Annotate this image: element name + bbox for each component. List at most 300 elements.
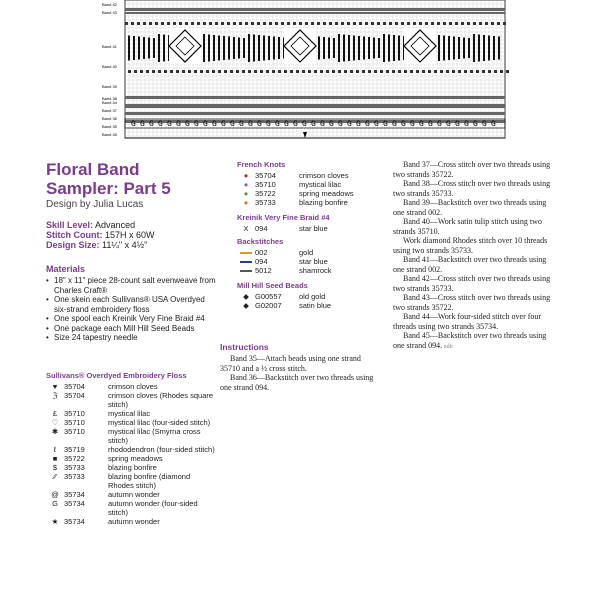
cross-stitch: [215, 22, 218, 25]
key-name: crimson cloves (Rhodes square stitch): [108, 391, 214, 409]
cross-stitch: [416, 70, 419, 73]
cross-stitch: [284, 70, 287, 73]
cross-stitch: [341, 22, 344, 25]
key-symbol: @: [51, 490, 59, 499]
cross-stitch: [245, 22, 248, 25]
cross-stitch: [467, 22, 470, 25]
band-paragraph: Band 45—Backstitch over two threads using one strand 094. ndb: [393, 331, 547, 350]
cross-stitch: [428, 70, 431, 73]
cross-stitch: [485, 22, 488, 25]
cross-stitch: [263, 22, 266, 25]
instructions: Instructions Band 35—Attach beads using one strand 35710 and a ½ cross stitch. Band 36—Backstitch over two threads using one strand 094.: [220, 342, 378, 392]
key-symbol: X: [243, 224, 249, 233]
key-symbol: ✱: [51, 427, 59, 436]
key-row: [237, 257, 377, 266]
key-row: [46, 382, 216, 391]
key-symbol: [237, 248, 255, 257]
cross-stitch: [212, 70, 215, 73]
chart-g-symbol: G: [338, 120, 343, 129]
key-row: [46, 463, 216, 472]
key-row: [46, 472, 216, 490]
key-row: [237, 198, 377, 207]
cross-stitch: [182, 70, 185, 73]
cross-stitch: [455, 22, 458, 25]
key-number: G02007: [255, 301, 282, 310]
cross-stitch: [380, 70, 383, 73]
chart-g-symbol: G: [320, 120, 325, 129]
key-symbol: ●: [243, 180, 249, 189]
chart-g-symbol: G: [176, 120, 181, 129]
cross-stitch: [299, 22, 302, 25]
cross-stitch: [257, 22, 260, 25]
key-symbol: ♡: [51, 418, 59, 427]
key-row: [237, 180, 377, 189]
key-symbol: £: [52, 409, 58, 418]
key-row: [46, 517, 216, 526]
chart-g-symbol: G: [230, 120, 235, 129]
chart-g-symbol: G: [248, 120, 253, 129]
cross-stitch: [371, 22, 374, 25]
key-row: [237, 301, 377, 310]
cross-stitch: [194, 70, 197, 73]
cross-stitch: [227, 22, 230, 25]
page-title: Floral Band Sampler: Part 5: [46, 160, 171, 198]
key-number: 35733: [64, 472, 85, 481]
chart-g-symbol: G: [239, 120, 244, 129]
chart-g-symbol: G: [482, 120, 487, 129]
cross-stitch: [458, 70, 461, 73]
cross-stitch: [422, 70, 425, 73]
chart-g-symbol: G: [473, 120, 478, 129]
key-number: 35733: [64, 463, 85, 472]
cross-stitch: [401, 22, 404, 25]
key-symbol: ●: [243, 198, 249, 207]
key-symbol: ℓ: [53, 445, 57, 454]
chart-g-symbol: G: [329, 120, 334, 129]
key-name: spring meadows: [299, 189, 354, 198]
cross-stitch: [443, 22, 446, 25]
key-number: 094: [255, 224, 268, 233]
chart-g-symbol: G: [410, 120, 415, 129]
chart-g-symbol: G: [428, 120, 433, 129]
cross-stitch: [449, 22, 452, 25]
key-name: blazing bonfire: [108, 463, 157, 472]
chart-g-symbol: G: [347, 120, 352, 129]
chart-g-symbol: G: [266, 120, 271, 129]
key-number: G00557: [255, 292, 282, 301]
cross-stitch: [452, 70, 455, 73]
cross-stitch: [254, 70, 257, 73]
chart-g-symbol: G: [437, 120, 442, 129]
chart-g-symbol: G: [284, 120, 289, 129]
cross-stitch: [332, 70, 335, 73]
cross-stitch: [200, 70, 203, 73]
cross-stitch: [230, 70, 233, 73]
key-row: [46, 499, 216, 517]
key-name: autumn wonder: [108, 517, 160, 526]
chart-g-symbol: G: [158, 120, 163, 129]
cross-stitch: [209, 22, 212, 25]
cross-stitch: [272, 70, 275, 73]
key-row: [46, 445, 216, 454]
key-symbol: ●: [243, 171, 249, 180]
chart-row-label: Band 38: [102, 96, 117, 101]
cross-stitch: [368, 70, 371, 73]
key-row: [237, 292, 377, 301]
key-name: mystical lilac: [108, 409, 151, 418]
key-name: satin blue: [299, 301, 332, 310]
key-symbol: ♥: [52, 382, 58, 391]
key-name: spring meadows: [108, 454, 163, 463]
cross-stitch: [500, 70, 503, 73]
chart-g-symbol: G: [131, 120, 136, 129]
cross-stitch: [152, 70, 155, 73]
cross-stitch: [488, 70, 491, 73]
cross-stitch: [173, 22, 176, 25]
chart-g-symbol: G: [149, 120, 154, 129]
cross-stitch: [446, 70, 449, 73]
key-row: [237, 171, 377, 180]
cross-stitch: [224, 70, 227, 73]
key-number: 35704: [64, 391, 85, 400]
cross-stitch: [503, 22, 506, 25]
chart-row-label: Band 36: [102, 116, 117, 121]
cross-stitch: [134, 70, 137, 73]
key-number: 35734: [64, 490, 85, 499]
key-name: rhododendron (four-sided stitch): [108, 445, 215, 454]
chart-g-symbol: G: [185, 120, 190, 129]
cross-stitch: [131, 22, 134, 25]
cross-stitch: [197, 22, 200, 25]
cross-stitch: [344, 70, 347, 73]
key-symbol: [237, 266, 255, 275]
key-number: 002: [255, 248, 268, 257]
cross-stitch: [359, 22, 362, 25]
key-number: 35710: [64, 418, 85, 427]
cross-stitch: [179, 22, 182, 25]
designer-byline: Design by Julia Lucas: [46, 199, 144, 210]
cross-stitch: [329, 22, 332, 25]
key-symbol: ◆: [243, 301, 249, 310]
chart-g-symbol: G: [455, 120, 460, 129]
cross-stitch: [170, 70, 173, 73]
cross-stitch: [308, 70, 311, 73]
material-item: • Size 24 tapestry needle: [46, 333, 216, 343]
cross-stitch: [317, 22, 320, 25]
key-row: [237, 189, 377, 198]
key-name: mystical lilac (four-sided stitch): [108, 418, 211, 427]
band-strip: [125, 104, 505, 108]
cross-stitch: [437, 22, 440, 25]
band-paragraph: Band 43—Cross stitch over two threads using two strands 35722.: [393, 293, 551, 312]
cross-stitch: [206, 70, 209, 73]
key-name: blazing bonfire: [299, 198, 348, 207]
cross-stitch: [260, 70, 263, 73]
cross-stitch: [287, 22, 290, 25]
cross-stitch: [383, 22, 386, 25]
cross-stitch: [326, 70, 329, 73]
cross-stitch: [374, 70, 377, 73]
cross-stitch: [281, 22, 284, 25]
cross-stitch: [242, 70, 245, 73]
cross-stitch: [377, 22, 380, 25]
key-row: [46, 418, 216, 427]
chart-g-symbol: G: [374, 120, 379, 129]
cross-stitch: [155, 22, 158, 25]
band-paragraph: Band 37—Cross stitch over two threads using two strands 35722.: [393, 160, 551, 179]
cross-stitch: [143, 22, 146, 25]
cross-stitch: [140, 70, 143, 73]
cross-stitch: [266, 70, 269, 73]
materials-list: Materials • 18" x 11" piece 28-count salt evenweave from Charles Craft® • One skein each Sullivans® USA Overdyed six-strand embroidery floss • One spool each Kreinik Very Fine Braid #4 • One package each Mill Hill Seed Beads • Size 24 tapestry needle: [46, 264, 216, 343]
cross-stitch: [278, 70, 281, 73]
key-row: [46, 409, 216, 418]
instruction-paragraph: Band 35—Attach beads using one strand 35710 and a ½ cross stitch.: [220, 354, 361, 373]
cross-stitch: [188, 70, 191, 73]
cross-stitch: [158, 70, 161, 73]
key-row: [46, 490, 216, 499]
band-paragraph: Band 38—Cross stitch over two threads using two strands 35733.: [393, 179, 551, 198]
band-strip: [125, 8, 505, 11]
key-row: [237, 248, 377, 257]
key-symbol: ★: [51, 517, 59, 526]
cross-stitch: [146, 70, 149, 73]
cross-stitch: [221, 22, 224, 25]
cross-stitch: [365, 22, 368, 25]
key-name: blazing bonfire (diamond Rhodes stitch): [108, 472, 191, 490]
key-number: 35710: [255, 180, 276, 189]
chart-g-symbol: G: [401, 120, 406, 129]
chart-g-symbol: G: [365, 120, 370, 129]
chart-row-label: Band 42: [102, 2, 117, 7]
key-name: crimson cloves: [108, 382, 158, 391]
cross-stitch: [164, 70, 167, 73]
key-number: 35710: [64, 427, 85, 436]
key-row: [46, 427, 216, 445]
chart-row-label: Band 43: [102, 10, 117, 15]
key-name: shamrock: [299, 266, 332, 275]
chart-g-symbol: G: [293, 120, 298, 129]
cross-stitch: [290, 70, 293, 73]
chart-g-symbol: G: [419, 120, 424, 129]
cross-stitch: [431, 22, 434, 25]
credit-mark: ndb: [442, 343, 453, 350]
cross-stitch: [425, 22, 428, 25]
key-number: 5012: [255, 266, 272, 275]
chart-g-symbol: G: [356, 120, 361, 129]
cross-stitch: [362, 70, 365, 73]
key-number: 35734: [64, 517, 85, 526]
chart-g-symbol: G: [257, 120, 262, 129]
cross-stitch: [392, 70, 395, 73]
material-item: • 18" x 11" piece 28-count salt evenweave from Charles Craft®: [46, 276, 216, 295]
band-strip: [125, 112, 505, 115]
cross-stitch: [305, 22, 308, 25]
key-name: autumn wonder: [108, 490, 160, 499]
cross-stitch: [419, 22, 422, 25]
cross-stitch: [353, 22, 356, 25]
cross-stitch: [161, 22, 164, 25]
key-number: 35704: [64, 382, 85, 391]
cross-stitch: [251, 22, 254, 25]
chart-row-label: Band 40: [102, 64, 117, 69]
chart-g-symbol: G: [221, 120, 226, 129]
chart-g-symbol: G: [275, 120, 280, 129]
chart-g-symbol: G: [194, 120, 199, 129]
cross-stitch: [149, 22, 152, 25]
chart-g-symbol: G: [302, 120, 307, 129]
chart-row-label: Band 39: [102, 84, 117, 89]
cross-stitch: [410, 70, 413, 73]
cross-stitch: [398, 70, 401, 73]
key-symbol: ●: [243, 189, 249, 198]
chart-row-label: Band 35: [102, 124, 117, 129]
material-item: • One skein each Sullivans® USA Overdyed six-strand embroidery floss: [46, 295, 216, 314]
cross-stitch-chart: [100, 0, 520, 140]
chart-g-symbol: G: [203, 120, 208, 129]
chart-g-symbol: G: [140, 120, 145, 129]
cross-stitch: [482, 70, 485, 73]
key-symbol: ℨ: [52, 391, 58, 400]
cross-stitch: [293, 22, 296, 25]
key-row: [237, 224, 377, 233]
key-name: old gold: [299, 292, 326, 301]
cross-stitch: [239, 22, 242, 25]
cross-stitch: [350, 70, 353, 73]
key-row: [237, 266, 377, 275]
cross-stitch: [176, 70, 179, 73]
key-symbol: [237, 257, 255, 266]
key-name: crimson cloves: [299, 171, 349, 180]
cross-stitch: [464, 70, 467, 73]
key-symbol: ⁄⁄: [53, 472, 57, 481]
cross-stitch: [479, 22, 482, 25]
cross-stitch: [185, 22, 188, 25]
key-number: 35733: [255, 198, 276, 207]
key-symbol: ■: [52, 454, 58, 463]
key-symbol: $: [52, 463, 58, 472]
specs-block: Skill Level: Advanced Stitch Count: 157H x 60W Design Size: 11¼" x 4½": [46, 220, 155, 250]
key-row: [46, 391, 216, 409]
key-name: star blue: [299, 257, 328, 266]
chart-row-label: Band 37: [102, 108, 117, 113]
key-name: gold: [299, 248, 314, 257]
material-item: • One package each Mill Hill Seed Beads: [46, 324, 216, 334]
chart-row-label: Band 45: [102, 132, 117, 137]
cross-stitch: [461, 22, 464, 25]
chart-g-symbol: G: [212, 120, 217, 129]
chart-g-symbol: G: [491, 120, 496, 129]
chart-g-symbol: G: [167, 120, 172, 129]
cross-stitch: [347, 22, 350, 25]
cross-stitch: [218, 70, 221, 73]
cross-stitch: [137, 22, 140, 25]
cross-stitch: [389, 22, 392, 25]
chart-row-label: Band 41: [102, 44, 117, 49]
cross-stitch: [311, 22, 314, 25]
cross-stitch: [434, 70, 437, 73]
cross-stitch: [470, 70, 473, 73]
band-paragraph: Band 42—Cross stitch over two threads using two strands 35733.: [393, 274, 551, 293]
cross-stitch: [203, 22, 206, 25]
key-name: star blue: [299, 224, 328, 233]
cross-stitch: [233, 22, 236, 25]
cross-stitch: [320, 70, 323, 73]
key-number: 35722: [64, 454, 85, 463]
cross-stitch: [191, 22, 194, 25]
cross-stitch: [314, 70, 317, 73]
key-name: mystical lilac: [299, 180, 342, 189]
band-strip: [125, 12, 505, 14]
key-number: 35704: [255, 171, 276, 180]
key-symbol: G: [52, 499, 58, 508]
key-number: 35710: [64, 409, 85, 418]
cross-stitch: [338, 70, 341, 73]
cross-stitch: [335, 22, 338, 25]
chart-row-label: Band 44: [102, 100, 117, 105]
cross-stitch: [356, 70, 359, 73]
band-paragraph: Band 39—Backstitch over two threads using one strand 002.: [393, 198, 547, 217]
cross-stitch: [440, 70, 443, 73]
cross-stitch: [275, 22, 278, 25]
instruction-paragraph: Band 36—Backstitch over two threads using one strand 094.: [220, 373, 374, 392]
material-item: • One spool each Kreinik Very Fine Braid #4: [46, 314, 216, 324]
cross-stitch: [248, 70, 251, 73]
sullivans-key: Sullivans® Overdyed Embroidery Floss ♥ 35704 crimson cloves ℨ 35704 crimson cloves (Rhodes square stitch) £ 35710 mystical lilac ♡ 35710 mystical lilac (four-sided stitch) ✱ 35710 mystical lilac (Smyrna cross stitch) ℓ 35719 rhododendron (four-sided stitch) ■ 35722 spring meadows $ 35733 blazing bonfire ⁄⁄ 35733 blazing bonfire (diamond Rhodes stitch) @ 35734 autumn wonder G 35734 autumn wonder (four-sided stitch) ★ 35734 autumn wonder: [46, 371, 215, 526]
cross-stitch: [167, 22, 170, 25]
cross-stitch: [473, 22, 476, 25]
cross-stitch: [407, 22, 410, 25]
key-name: autumn wonder (four-sided stitch): [108, 499, 198, 517]
key-number: 35734: [64, 499, 85, 508]
key-row: [46, 454, 216, 463]
chart-g-symbol: G: [392, 120, 397, 129]
chart-g-symbol: G: [464, 120, 469, 129]
key-number: 35722: [255, 189, 276, 198]
cross-stitch: [404, 70, 407, 73]
band-paragraph: Band 44—Work four-sided stitch over four threads using two strands 35734.: [393, 312, 542, 331]
band-paragraph: Band 40—Work satin tulip stitch using two strands 35710.: [393, 217, 542, 236]
chart-g-symbol: G: [383, 120, 388, 129]
cross-stitch: [395, 22, 398, 25]
cross-stitch: [491, 22, 494, 25]
cross-stitch: [296, 70, 299, 73]
key-name: mystical lilac (Smyrna cross stitch): [108, 427, 201, 445]
cross-stitch: [236, 70, 239, 73]
key-number: 094: [255, 257, 268, 266]
cross-stitch: [413, 22, 416, 25]
chart-g-symbol: G: [446, 120, 451, 129]
cross-stitch: [125, 22, 128, 25]
cross-stitch: [497, 22, 500, 25]
band-instructions: [393, 160, 553, 352]
key-number: 35719: [64, 445, 85, 454]
cross-stitch: [323, 22, 326, 25]
band-strip: [125, 96, 505, 99]
key-symbol: ◆: [243, 292, 249, 301]
band-paragraph: Work diamond Rhodes stitch over 10 threads using two strands 35733.: [393, 236, 548, 255]
cross-stitch: [128, 70, 131, 73]
french-knots-key: French Knots ● 35704 crimson cloves ● 35710 mystical lilac ● 35722 spring meadows ● 35733 blazing bonfire Kreinik Very Fine Braid #4 X 094 star blue Backstitches 002 gold 094 star blue 5012 shamrock Mill Hill Seed Beads ◆ G00557 old gold ◆ G02007 satin blue: [237, 160, 377, 310]
cross-stitch: [476, 70, 479, 73]
cross-stitch: [506, 70, 509, 73]
chart-grid-border: [125, 0, 505, 138]
cross-stitch: [302, 70, 305, 73]
cross-stitch: [269, 22, 272, 25]
chart-g-symbol: G: [311, 120, 316, 129]
cross-stitch: [386, 70, 389, 73]
band-paragraph: Band 41—Backstitch over two threads using one strand 002.: [393, 255, 547, 274]
